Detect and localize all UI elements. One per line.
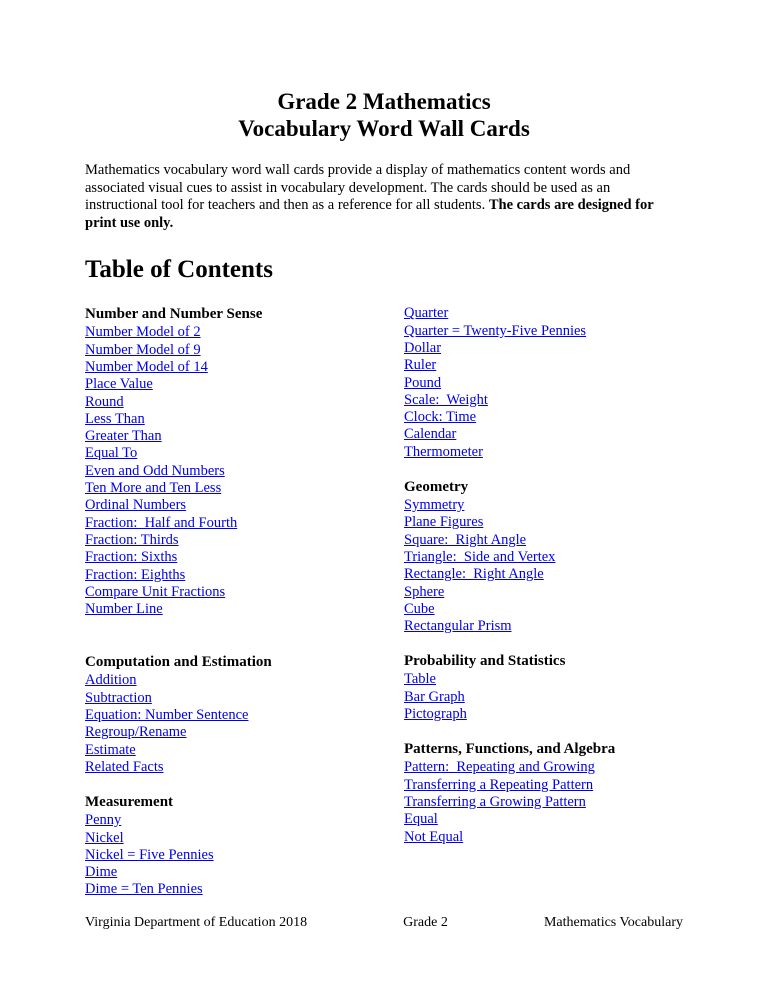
- toc-section: [404, 740, 683, 845]
- toc-link[interactable]: Place Value: [85, 376, 153, 393]
- toc-left-column: [85, 305, 404, 898]
- toc-link[interactable]: Fraction: Eighths: [85, 566, 186, 583]
- toc-section: [404, 478, 683, 635]
- toc-link[interactable]: Even and Odd Numbers: [85, 462, 225, 479]
- intro-text: Mathematics vocabulary word wall cards provide a display of mathematics content words and associated visual cues to assist in vocabulary development. The cards should be used as an instructional tool for teachers and then as a reference for all students.: [85, 162, 631, 214]
- toc-link[interactable]: Square: Right Angle: [404, 531, 527, 548]
- toc-link[interactable]: Quarter: [404, 305, 449, 322]
- footer-publisher: Virginia Department of Education 2018: [85, 915, 308, 930]
- toc-section: [404, 305, 683, 461]
- toc-link[interactable]: Compare Unit Fractions: [85, 583, 226, 600]
- toc-link[interactable]: Addition: [85, 672, 137, 689]
- toc-link[interactable]: Number Line: [85, 601, 163, 618]
- intro-paragraph: [85, 162, 683, 232]
- table-of-contents-heading: Table of Contents: [85, 256, 273, 284]
- toc-link[interactable]: Nickel: [85, 829, 124, 846]
- toc-link[interactable]: Calendar: [404, 426, 457, 443]
- toc-link[interactable]: Clock: Time: [404, 409, 477, 426]
- toc-link[interactable]: Thermometer: [404, 443, 483, 460]
- toc-link[interactable]: Pattern: Repeating and Growing: [404, 759, 595, 776]
- toc-link[interactable]: Cube: [404, 600, 435, 617]
- toc-link[interactable]: Pound: [404, 374, 442, 391]
- toc-link[interactable]: Subtraction: [85, 689, 152, 706]
- toc-link[interactable]: Transferring a Repeating Pattern: [404, 776, 594, 793]
- toc-link[interactable]: Round: [85, 393, 124, 410]
- footer-grade: Grade 2: [403, 915, 448, 930]
- toc-link[interactable]: Scale: Weight: [404, 391, 488, 408]
- page-footer: [85, 914, 683, 931]
- toc-link[interactable]: Bar Graph: [404, 688, 465, 705]
- toc-section-heading: Geometry: [404, 479, 469, 496]
- toc-link[interactable]: Ruler: [404, 357, 437, 374]
- footer-subject: Mathematics Vocabulary: [543, 915, 683, 930]
- toc-link[interactable]: Dime = Ten Pennies: [85, 881, 203, 898]
- toc-section-heading: Computation and Estimation: [85, 654, 272, 671]
- toc-link[interactable]: Nickel = Five Pennies: [85, 846, 214, 863]
- toc-section-heading: Patterns, Functions, and Algebra: [404, 741, 616, 758]
- toc-link[interactable]: Fraction: Half and Fourth: [85, 514, 238, 531]
- document-title-line2: Vocabulary Word Wall Cards: [238, 116, 530, 141]
- toc-link[interactable]: Rectangular Prism: [404, 618, 512, 635]
- intro-print-note: The cards are designed for print use only.: [85, 197, 654, 231]
- toc-link[interactable]: Dime: [85, 864, 118, 881]
- toc-section: [85, 305, 404, 618]
- toc-link[interactable]: Table: [404, 671, 436, 688]
- toc-link[interactable]: Equal To: [85, 445, 138, 462]
- toc-link[interactable]: Fraction: Sixths: [85, 549, 178, 566]
- toc-section-heading: Probability and Statistics: [404, 653, 566, 670]
- toc-link[interactable]: Greater Than: [85, 428, 162, 445]
- toc-right-column: [404, 305, 683, 898]
- toc-link[interactable]: Ordinal Numbers: [85, 497, 187, 514]
- toc-link[interactable]: Triangle: Side and Vertex: [404, 548, 556, 565]
- toc-link[interactable]: Transferring a Growing Pattern: [404, 793, 586, 810]
- toc-link[interactable]: Plane Figures: [404, 514, 484, 531]
- toc-link[interactable]: Pictograph: [404, 706, 467, 723]
- toc-section-heading: Measurement: [85, 794, 174, 811]
- toc-link[interactable]: Related Facts: [85, 758, 164, 775]
- toc-link[interactable]: Sphere: [404, 583, 445, 600]
- toc-link[interactable]: Number Model of 2: [85, 324, 201, 341]
- toc-link[interactable]: Equal: [404, 811, 438, 828]
- toc-link[interactable]: Symmetry: [404, 497, 465, 514]
- document-title-line1: Grade 2 Mathematics: [277, 89, 491, 114]
- toc-link[interactable]: Equation: Number Sentence: [85, 707, 249, 724]
- toc-section: [85, 653, 404, 776]
- document-title: [85, 88, 683, 142]
- toc-link[interactable]: Number Model of 14: [85, 358, 208, 375]
- toc-section-heading: Number and Number Sense: [85, 306, 263, 323]
- toc-link[interactable]: Ten More and Ten Less: [85, 480, 222, 497]
- toc-link[interactable]: Quarter = Twenty-Five Pennies: [404, 322, 587, 339]
- toc-link[interactable]: Regroup/Rename: [85, 724, 187, 741]
- toc-link[interactable]: Rectangle: Right Angle: [404, 566, 544, 583]
- toc-link[interactable]: Not Equal: [404, 828, 464, 845]
- toc-section: [404, 652, 683, 723]
- toc-link[interactable]: Dollar: [404, 339, 442, 356]
- toc-link[interactable]: Fraction: Thirds: [85, 531, 179, 548]
- toc-columns: [85, 305, 683, 898]
- toc-link[interactable]: Less Than: [85, 410, 145, 427]
- toc-section: [85, 793, 404, 898]
- toc-link[interactable]: Penny: [85, 812, 122, 829]
- toc-link[interactable]: Number Model of 9: [85, 341, 201, 358]
- toc-link[interactable]: Estimate: [85, 741, 136, 758]
